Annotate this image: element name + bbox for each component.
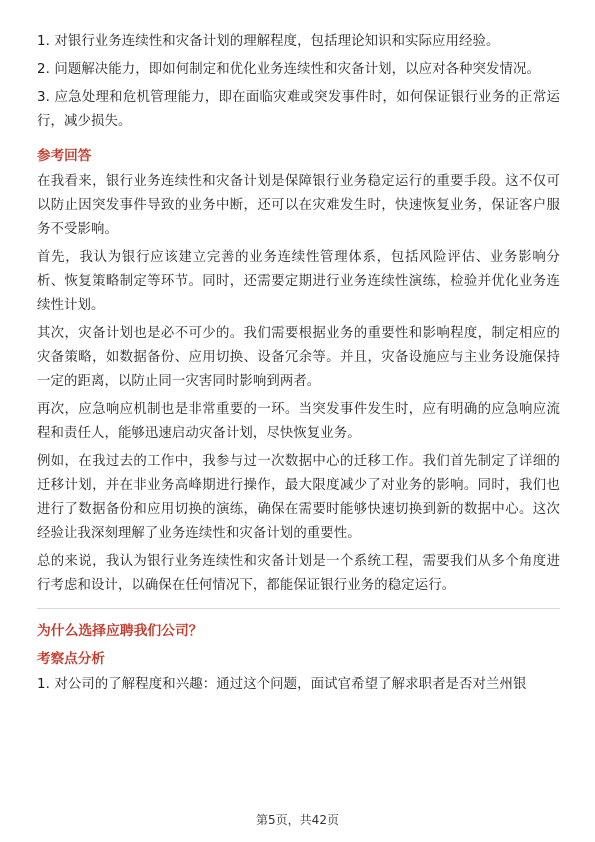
section-divider bbox=[37, 608, 560, 609]
next-question-heading: 为什么选择应聘我们公司？ bbox=[37, 623, 203, 639]
analysis-item-1: 1. 对公司的了解程度和兴趣：通过这个问题，面试官希望了解求职者是否对兰州银 bbox=[37, 677, 527, 692]
analysis-heading: 考察点分析 bbox=[37, 651, 105, 667]
intro-item-1: 1. 对银行业务连续性和灾备计划的理解程度，包括理论知识和实际应用经验。 bbox=[37, 34, 500, 49]
answer-paragraph-1: 在我看来，银行业务连续性和灾备计划是保障银行业务稳定运行的重要手段。这不仅可以防止因突发事件导致的业务中断，还可以在灾难发生时，快速恢复业务，保证客户服务不受影响。 bbox=[37, 174, 560, 237]
answer-paragraph-4: 再次，应急响应机制也是非常重要的一环。当突发事件发生时，应有明确的应急响应流程和责任人，能够迅速启动灾备计划，尽快恢复业务。 bbox=[37, 402, 560, 441]
answer-paragraph-6: 总的来说，我认为银行业务连续性和灾备计划是一个系统工程，需要我们从多个角度进行考虑和设计，以确保在任何情况下，都能保证银行业务的稳定运行。 bbox=[37, 554, 560, 593]
answer-paragraph-5: 例如，在我过去的工作中，我参与过一次数据中心的迁移工作。我们首先制定了详细的迁移计划，并在非业务高峰期进行操作，最大限度减少了对业务的影响。同时，我们也进行了数据备份和应用切换的演练，确保在需要时能够快速切换到新的数据中心。这次经验让我深刻理解了业务连续性和灾备计划的重要性。 bbox=[37, 454, 560, 541]
answer-paragraph-2: 首先，我认为银行应该建立完善的业务连续性管理体系，包括风险评估、业务影响分析、恢复策略制定等环节。同时，还需要定期进行业务连续性演练，检验并优化业务连续性计划。 bbox=[37, 250, 560, 313]
page-footer: 第5页，共42页 bbox=[256, 813, 339, 827]
answer-heading: 参考回答 bbox=[37, 148, 92, 164]
page-content bbox=[37, 30, 560, 701]
intro-item-3: 3. 应急处理和危机管理能力，即在面临灾难或突发事件时，如何保证银行业务的正常运行，减少损失。 bbox=[37, 90, 560, 129]
answer-paragraph-3: 其次，灾备计划也是必不可少的。我们需要根据业务的重要性和影响程度，制定相应的灾备策略，如数据备份、应用切换、设备冗余等。并且，灾备设施应与主业务设施保持一定的距离，以防止同一灾害同时影响到两者。 bbox=[37, 326, 560, 389]
intro-item-2: 2. 问题解决能力，即如何制定和优化业务连续性和灾备计划，以应对各种突发情况。 bbox=[37, 62, 540, 77]
